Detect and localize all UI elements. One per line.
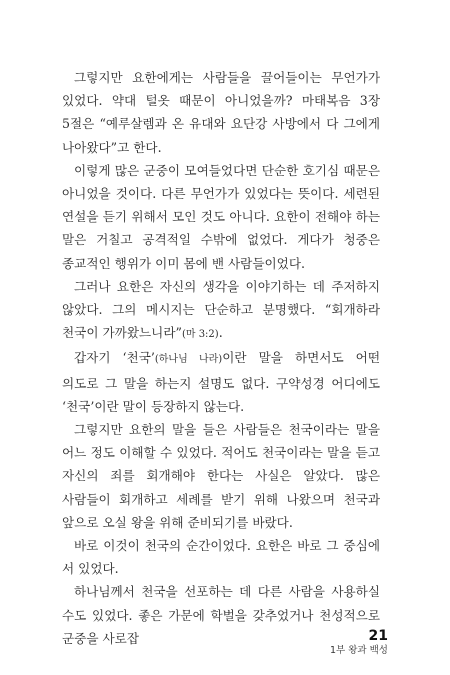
paragraph xyxy=(62,534,380,580)
body-text xyxy=(62,66,380,650)
paragraph-text: 하나님께서 천국을 선포하는 데 다른 사람을 사용하실 수도 있었다. 좋은 가문에 학벌을 갖추었거나 천성적으로 군중을 사로잡 xyxy=(62,584,380,646)
paragraph-text: 이란 말을 하면서도 어떤 의도로 그 말을 하는지 설명도 없다. 구약성경 어디에도 ‘천국’이란 말이 등장하지 않는다. xyxy=(62,350,380,414)
paragraph-text: 그러나 요한은 자신의 생각을 이야기하는 데 주저하지 않았다. 그의 메시지는 단순하고 분명했다. “회개하라 천국이 가까왔느니라 xyxy=(62,278,380,341)
paragraph xyxy=(62,66,380,159)
inline-note: (하나님 나라) xyxy=(154,354,223,366)
scripture-reference: (마 3:2) xyxy=(181,329,219,341)
paragraph-text: 그렇지만 요한에게는 사람들을 끌어들이는 무언가가 있었다. 약대 털옷 때문이 아니었을까? 마태복음 3장 5절은 “예루살렘과 온 유대와 요단강 사방에서 다 그에게 나아왔다”고 한다. xyxy=(62,70,380,155)
paragraph xyxy=(62,159,380,275)
paragraph xyxy=(62,275,380,347)
paragraph-text: 그렇지만 요한의 말을 들은 사람들은 천국이라는 말을 어느 정도 이해할 수 있었다. 적어도 천국이라는 말을 듣고 자신의 죄를 회개해야 한다는 사실은 알았다. 많은 사람들이 회개하고 세례를 받기 위해 나왔으며 천국과 앞으로 오실 왕을 위해 준비되기를 바랐다. xyxy=(62,422,380,530)
paragraph-text: 바로 이것이 천국의 순간이었다. 요한은 바로 그 중심에 서 있었다. xyxy=(62,538,380,577)
page-footer xyxy=(330,628,388,658)
paragraph xyxy=(62,418,380,534)
quote-close: ” xyxy=(175,325,182,341)
paragraph-text: 이렇게 많은 군중이 모여들었다면 단순한 호기심 때문은 아니었을 것이다. 다른 무언가가 있었다는 뜻이다. 세련된 연설을 듣기 위해서 모인 것도 아니다. 요한이 전해야 하는 말은 거칠고 공격적일 수밖에 없었다. 게다가 청중은 종교적인 행위가 이미 몸에 밴 사람들이었다. xyxy=(62,162,380,271)
paragraph xyxy=(62,346,380,418)
paragraph-text: 갑자기 ‘천국’ xyxy=(74,350,155,366)
running-title: 1부 왕과 백성 xyxy=(330,645,388,656)
page-number: 21 xyxy=(368,628,388,644)
period: . xyxy=(218,325,223,341)
